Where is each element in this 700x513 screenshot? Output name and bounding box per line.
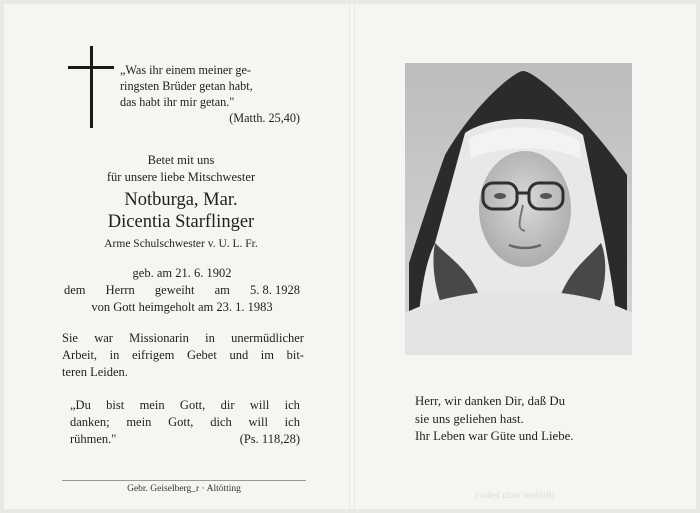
word: rühmen." (70, 432, 117, 446)
psalm-line (70, 414, 300, 431)
quote-line: „Was ihr einem meiner ge- (120, 63, 251, 77)
word: „Du (70, 398, 91, 412)
word: mein (126, 415, 152, 429)
word: Sie (62, 331, 78, 345)
psalm-line (70, 431, 300, 448)
word: danken; (70, 415, 110, 429)
vow-date (64, 282, 300, 299)
word: mein (139, 398, 165, 412)
word: in (109, 348, 120, 362)
psalm-reference: (Ps. 118,28) (239, 432, 300, 446)
prayer-intro-line: für unsere liebe Mitschwester (106, 170, 256, 184)
left-panel (4, 4, 349, 509)
word: Missionarin (129, 331, 189, 345)
word: Gott, (179, 398, 206, 412)
word: in (205, 331, 215, 345)
quote-line: das habt ihr mir getan." (120, 95, 235, 109)
printer-imprint: Gebr. Geiselberg_r · Altötting (127, 484, 241, 494)
show-through-text: (Bildtext nicht lesbar) (475, 490, 555, 500)
word: geweiht (154, 283, 195, 297)
quote-reference: (Matth. 25,40) (229, 111, 300, 125)
portrait-photo (405, 63, 632, 355)
word: eifrigem (132, 348, 175, 362)
word: bist (106, 398, 125, 412)
name-line: Dicentia Starflinger (107, 212, 255, 232)
word: Herrn (105, 283, 135, 297)
deceased-name (56, 189, 306, 233)
bio-line: teren Leiden. (62, 365, 128, 379)
word: 5. 8. 1928 (249, 283, 300, 297)
psalm-quote (70, 397, 300, 448)
right-panel (355, 4, 696, 509)
birth-date: geb. am 21. 6. 1902 (132, 266, 232, 280)
religious-order: Arme Schulschwester v. U. L. Fr. (104, 238, 258, 250)
word: Gott, (168, 415, 194, 429)
closing-prayer (415, 393, 655, 446)
divider (62, 480, 306, 481)
bible-quote (120, 62, 300, 126)
biography (62, 330, 304, 381)
prayer-line: sie uns geliehen hast. (415, 411, 524, 426)
bio-line (62, 347, 304, 364)
bio-line (62, 330, 304, 347)
word: will (248, 415, 268, 429)
word: unermüdlicher (231, 331, 304, 345)
word: dem (64, 283, 86, 297)
prayer-intro-line: Betet mit uns (147, 153, 215, 167)
prayer-line: Ihr Leben war Güte und Liebe. (415, 429, 574, 443)
word: bit- (286, 348, 304, 362)
death-date: von Gott heimgeholt am 23. 1. 1983 (91, 300, 273, 314)
word: am (214, 283, 230, 297)
word: dir (220, 398, 235, 412)
word: war (94, 331, 113, 345)
word: Gebet (186, 348, 217, 362)
name-line: Notburga, Mar. (124, 190, 238, 210)
psalm-line (70, 397, 300, 414)
word: ich (284, 415, 300, 429)
prayer-intro (56, 152, 306, 186)
word: will (249, 398, 270, 412)
nun-portrait-icon (405, 63, 632, 355)
life-dates (64, 265, 300, 316)
prayer-line: Herr, wir danken Dir, daß Du (415, 394, 566, 408)
word: und (229, 348, 249, 362)
cross-icon (68, 46, 114, 128)
quote-line: ringsten Brüder getan habt, (120, 79, 253, 93)
word: ich (284, 398, 300, 412)
word: dich (210, 415, 232, 429)
word: Arbeit, (62, 348, 98, 362)
word: im (260, 348, 274, 362)
